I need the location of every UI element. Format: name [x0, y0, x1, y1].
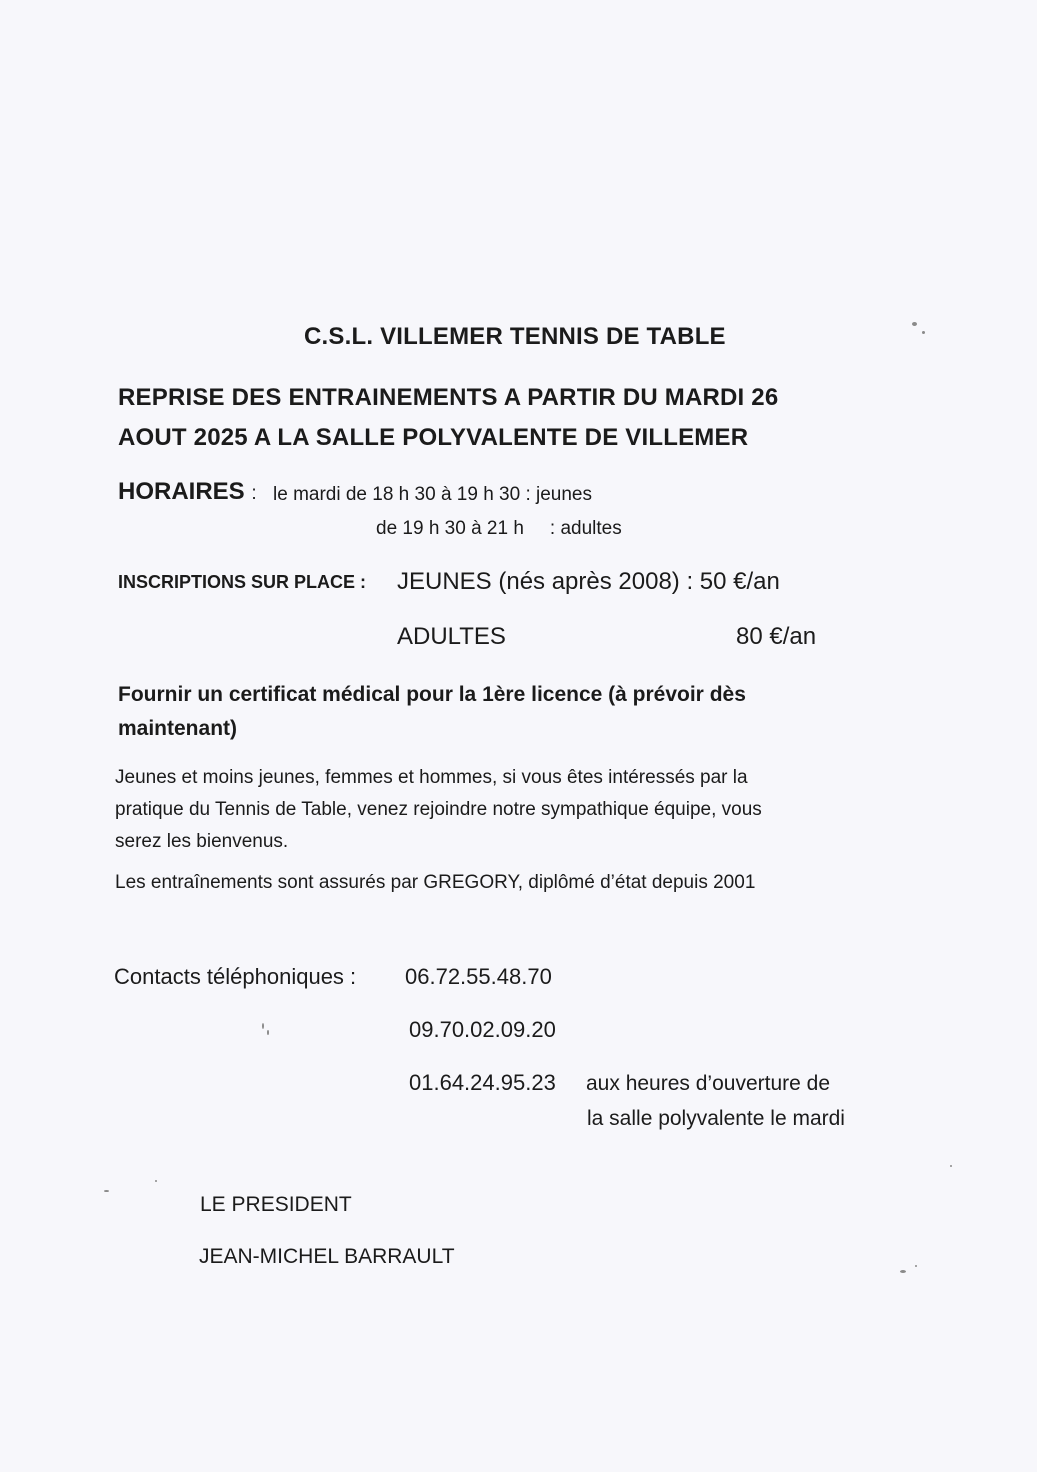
phone-number-1: 06.72.55.48.70	[405, 964, 552, 989]
coach-info: Les entraînements sont assurés par GREGORY, diplômé d’état depuis 2001	[115, 872, 756, 893]
welcome-line-1: Jeunes et moins jeunes, femmes et hommes, si vous êtes intéressés par la	[115, 767, 748, 788]
scan-speck	[912, 322, 917, 326]
inscriptions-adultes-label: ADULTES	[397, 623, 506, 650]
welcome-paragraph	[115, 762, 762, 858]
horaires-adult-group: : adultes	[549, 518, 622, 539]
horaires-label: HORAIRES	[118, 478, 245, 505]
scan-speck	[922, 331, 925, 334]
scan-speck	[155, 1180, 157, 1182]
phone-number-3: 01.64.24.95.23	[409, 1070, 556, 1095]
inscriptions-label: INSCRIPTIONS SUR PLACE :	[118, 572, 367, 592]
scan-speck	[915, 1265, 917, 1267]
horaires-separator: :	[251, 483, 257, 504]
medical-notice	[118, 678, 746, 746]
horaires-line-2	[376, 518, 622, 540]
welcome-line-3: serez les bienvenus.	[115, 831, 289, 852]
medical-notice-line-2: maintenant)	[118, 717, 238, 740]
club-title: C.S.L. VILLEMER TENNIS DE TABLE	[304, 323, 726, 350]
phone-3-note-line-2: la salle polyvalente le mardi	[587, 1107, 845, 1130]
president-name: JEAN-MICHEL BARRAULT	[199, 1245, 455, 1268]
horaires-line-1: le mardi de 18 h 30 à 19 h 30 : jeunes	[273, 484, 593, 505]
horaires-heading	[118, 478, 257, 506]
phone-3-note-line-1: aux heures d’ouverture de	[586, 1072, 830, 1095]
scan-speck	[262, 1023, 264, 1029]
phone-number-2: 09.70.02.09.20	[409, 1017, 556, 1042]
contacts-label: Contacts téléphoniques :	[114, 964, 357, 989]
welcome-line-2: pratique du Tennis de Table, venez rejoindre notre sympathique équipe, vous	[115, 799, 762, 820]
inscriptions-jeunes: JEUNES (nés après 2008) : 50 €/an	[397, 568, 780, 595]
medical-notice-line-1: Fournir un certificat médical pour la 1ère licence (à prévoir dès	[118, 683, 746, 706]
president-title: LE PRESIDENT	[200, 1193, 352, 1216]
scan-speck	[104, 1190, 109, 1192]
scan-speck	[267, 1030, 269, 1035]
inscriptions-adultes-price: 80 €/an	[736, 623, 817, 650]
headline-line-2: AOUT 2025 A LA SALLE POLYVALENTE DE VILLEMER	[118, 424, 749, 451]
scan-speck	[950, 1165, 952, 1167]
scan-speck	[900, 1270, 906, 1273]
headline-line-1: REPRISE DES ENTRAINEMENTS A PARTIR DU MARDI 26	[118, 384, 779, 411]
horaires-adult-time: de 19 h 30 à 21 h	[376, 518, 524, 539]
